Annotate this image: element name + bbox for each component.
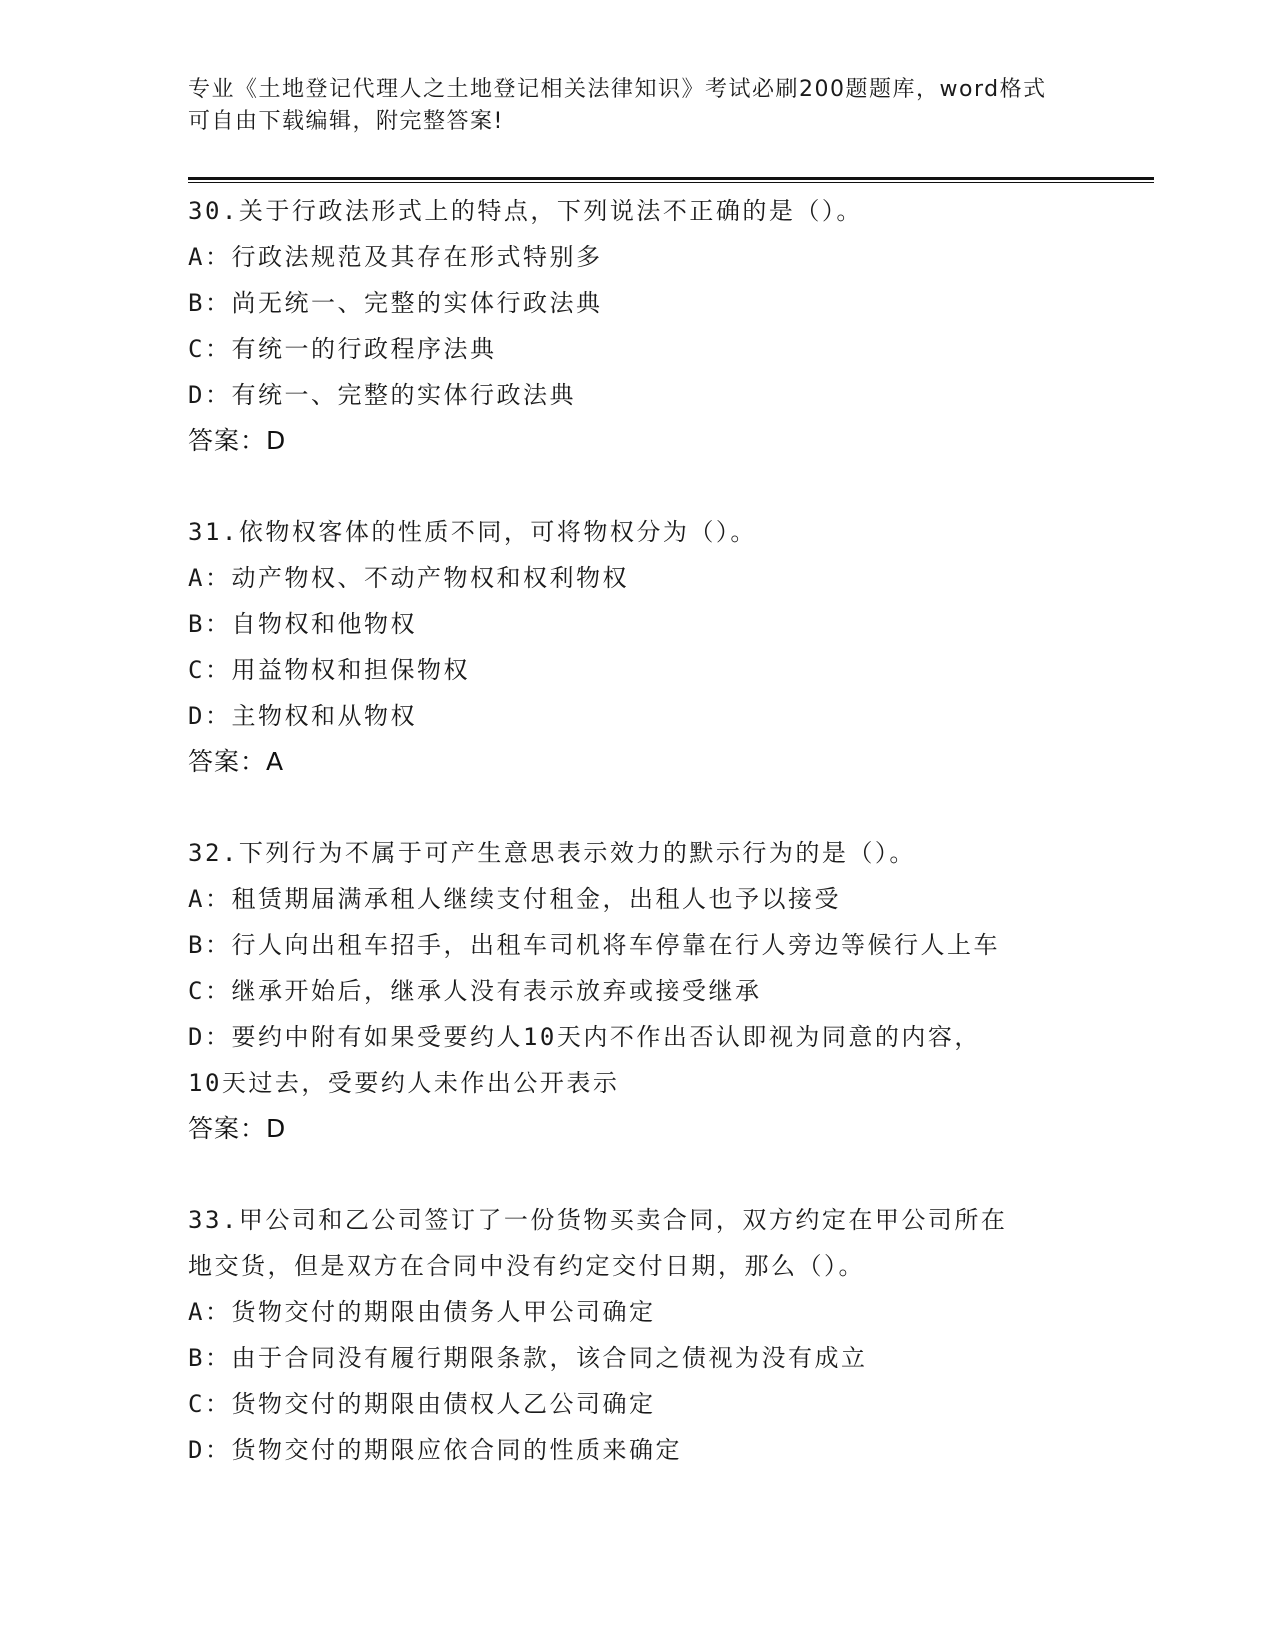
question-stem: 33.甲公司和乙公司签订了一份货物买卖合同，双方约定在甲公司所在 — [188, 1206, 1008, 1234]
option-a: A：租赁期届满承租人继续支付租金，出租人也予以接受 — [188, 885, 841, 913]
option-a: A：货物交付的期限由债务人甲公司确定 — [188, 1298, 656, 1326]
question-stem: 31.依物权客体的性质不同，可将物权分为（）。 — [188, 518, 757, 546]
question-stem-continued: 地交货，但是双方在合同中没有约定交付日期，那么（）。 — [188, 1252, 865, 1280]
document-header-title: 专业《土地登记代理人之土地登记相关法律知识》考试必刷200题题库，word格式可自由下载编辑，附完整答案! — [188, 77, 1047, 134]
header-divider-thin — [188, 182, 1154, 183]
answer: 答案：D — [188, 1114, 287, 1143]
option-c: C：货物交付的期限由债权人乙公司确定 — [188, 1390, 656, 1418]
question-stem: 30.关于行政法形式上的特点，下列说法不正确的是（）。 — [188, 197, 863, 225]
answer: 答案：D — [188, 426, 287, 455]
answer: 答案：A — [188, 747, 285, 776]
question-list — [188, 188, 1088, 1518]
option-a: A：动产物权、不动产物权和权利物权 — [188, 564, 629, 592]
question-31 — [188, 509, 1088, 785]
option-b: B：自物权和他物权 — [188, 610, 417, 638]
header-divider-thick — [188, 177, 1154, 180]
option-c: C：继承开始后，继承人没有表示放弃或接受继承 — [188, 977, 762, 1005]
option-c: C：用益物权和担保物权 — [188, 656, 470, 684]
question-30 — [188, 188, 1088, 464]
option-a: A：行政法规范及其存在形式特别多 — [188, 243, 603, 271]
question-32 — [188, 830, 1088, 1152]
option-d: D：有统一、完整的实体行政法典 — [188, 381, 576, 409]
option-d: D：主物权和从物权 — [188, 702, 417, 730]
option-d: D：要约中附有如果受要约人10天内不作出否认即视为同意的内容， — [188, 1023, 981, 1051]
option-d-continued: 10天过去，受要约人未作出公开表示 — [188, 1069, 620, 1097]
option-c: C：有统一的行政程序法典 — [188, 335, 497, 363]
option-b: B：行人向出租车招手，出租车司机将车停靠在行人旁边等候行人上车 — [188, 931, 1000, 959]
question-stem: 32.下列行为不属于可产生意思表示效力的默示行为的是（）。 — [188, 839, 916, 867]
question-33 — [188, 1197, 1088, 1473]
option-d: D：货物交付的期限应依合同的性质来确定 — [188, 1436, 682, 1464]
option-b: B：尚无统一、完整的实体行政法典 — [188, 289, 603, 317]
option-b: B：由于合同没有履行期限条款，该合同之债视为没有成立 — [188, 1344, 868, 1372]
